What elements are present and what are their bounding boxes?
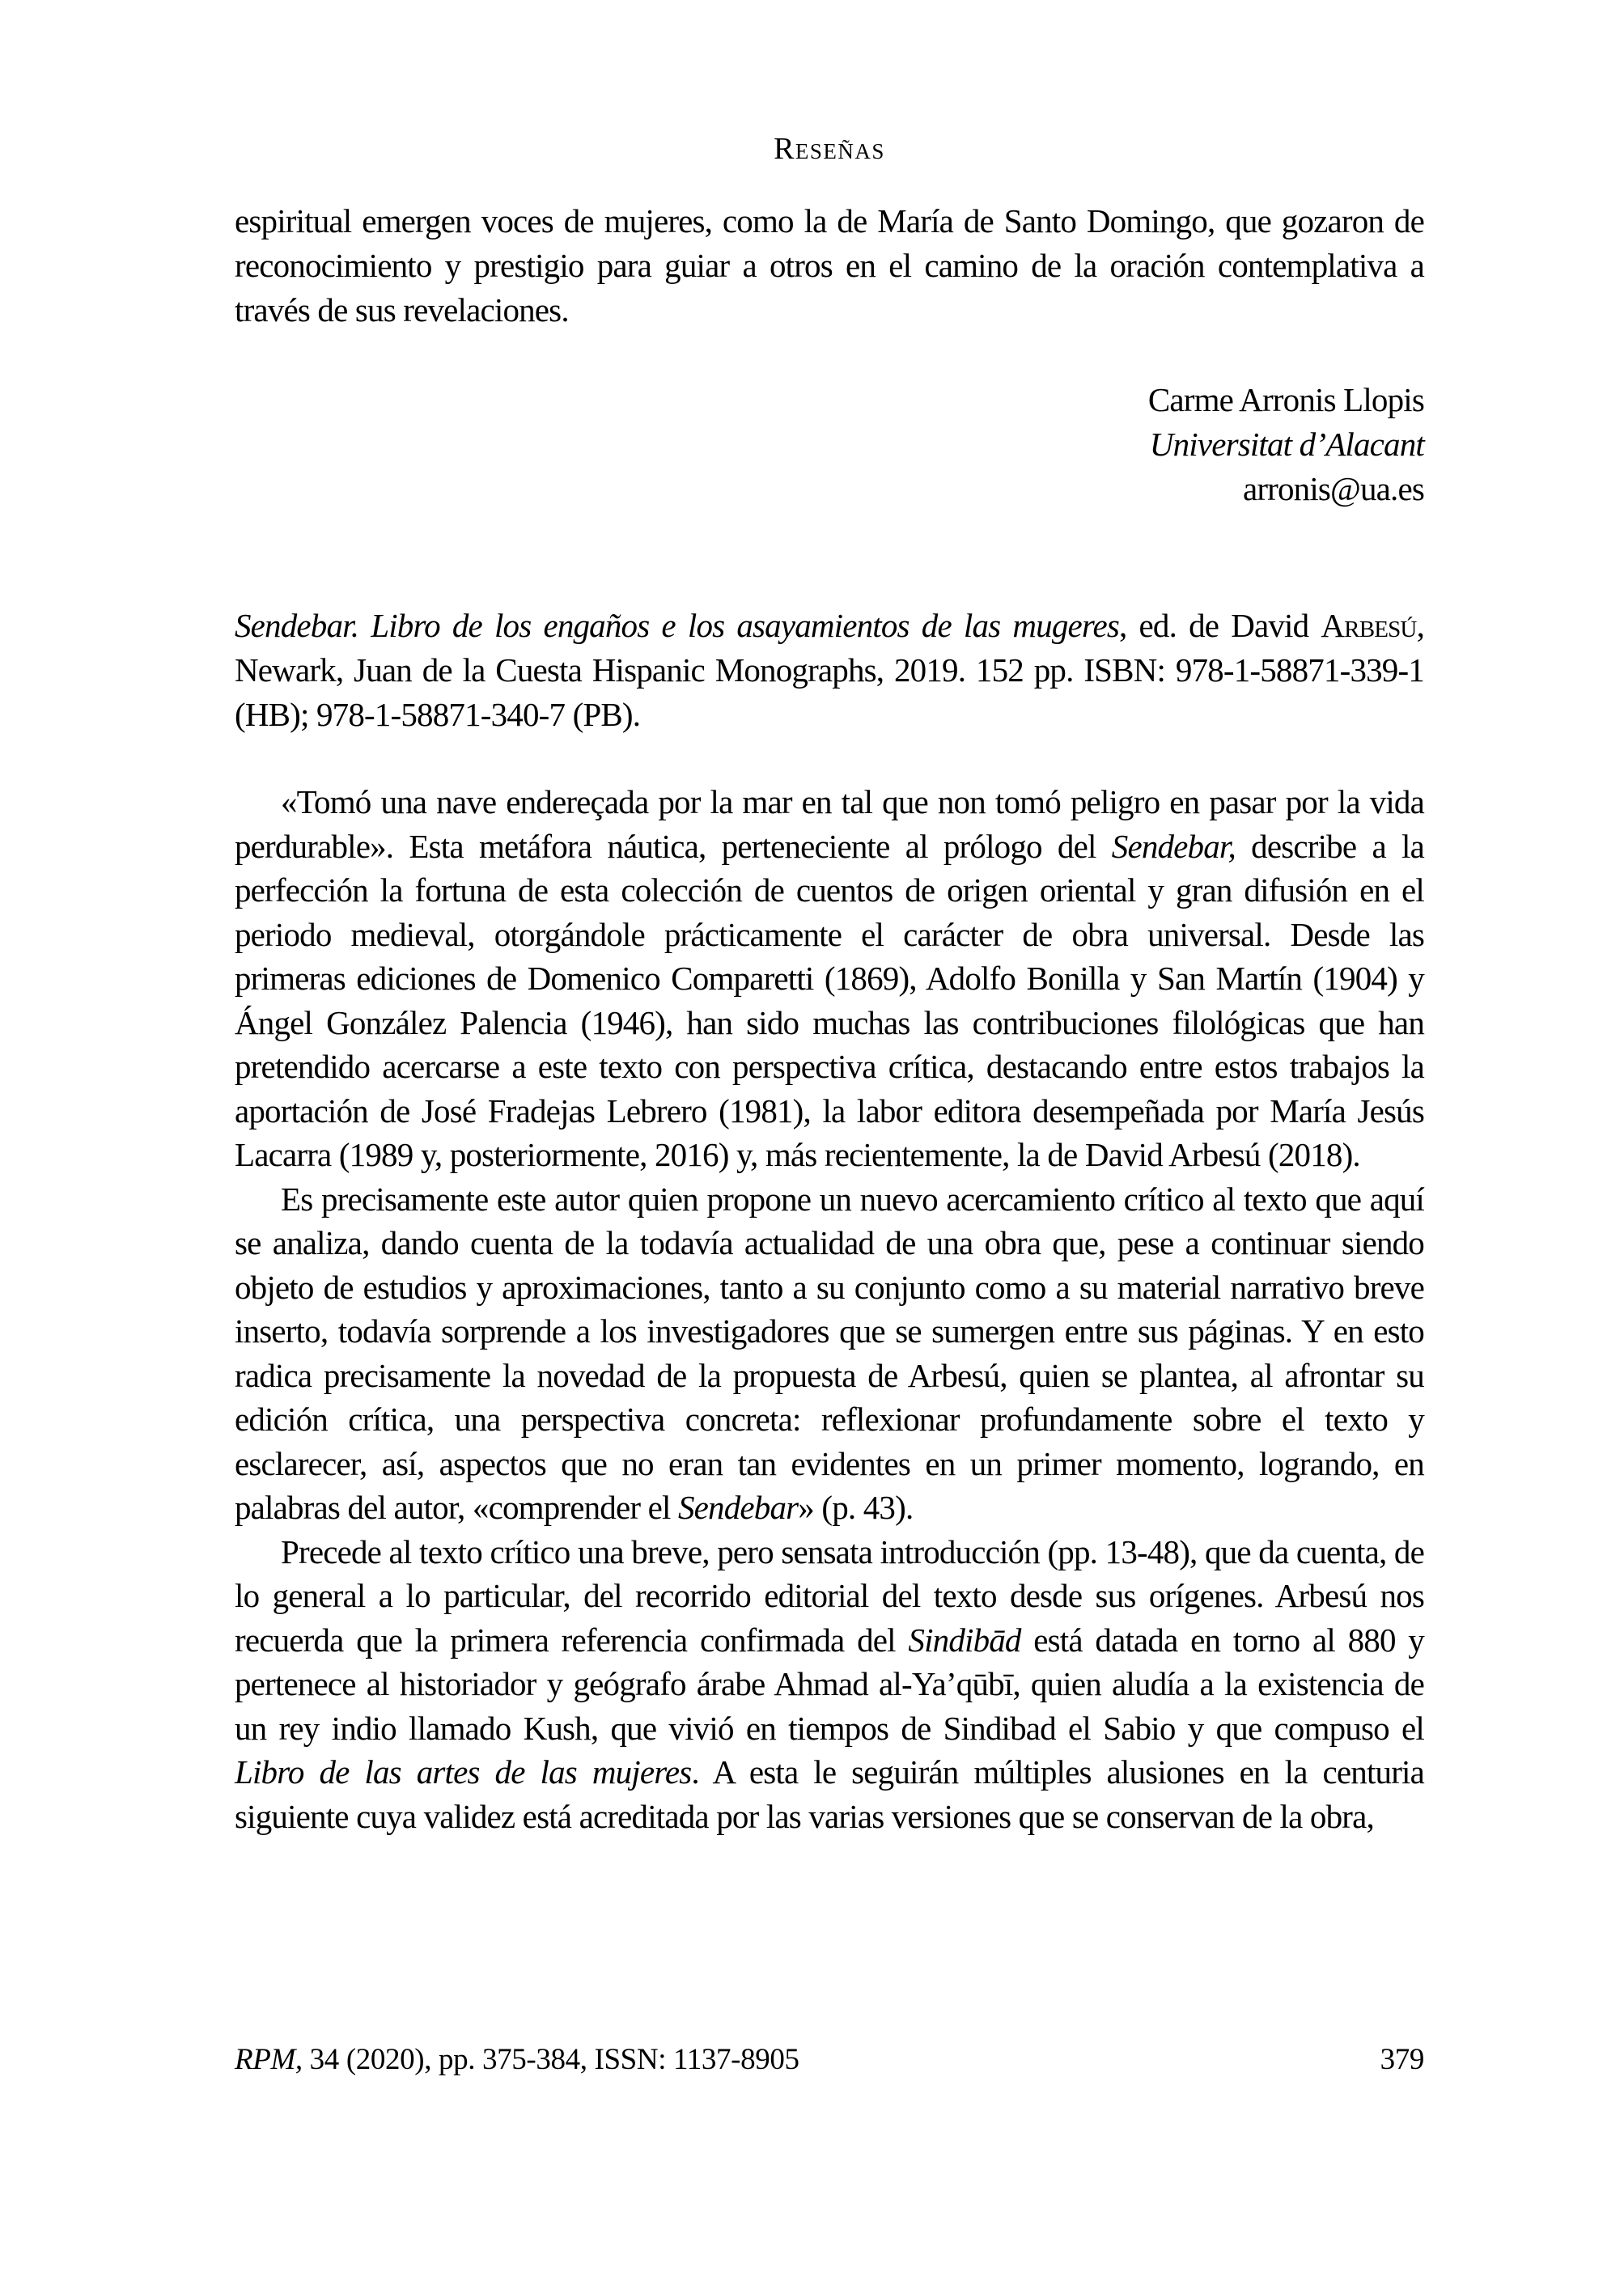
review-body <box>235 780 1424 1838</box>
text-run-roman: » (p. 43). <box>798 1489 914 1526</box>
journal-abbrev: RPM, <box>235 2043 303 2076</box>
text-run-roman: , Newark, Juan de la Cuesta Hispanic Monographs, 2019. 152 pp. ISBN: 978-1-58871-339-1 (HB); 978-1-58871-340-7 (PB). <box>235 607 1424 733</box>
page-footer <box>235 2041 1424 2078</box>
text-run-roman: Es precisamente este autor quien propone un nuevo acercamiento crítico al texto que aquí se analiza, dando cuenta de la todavía actualidad de una obra que, pese a continuar siendo objeto de estudios y aproximaciones, tanto a su conjunto como a su material narrativo breve inserto, todavía sorprende a los investigadores que se sumergen entre sus páginas. Y en esto radica precisamente la novedad de la propuesta de Arbesú, quien se plantea, al afrontar su edición crítica, una perspectiva concreta: reflexionar profundamente sobre el texto y esclarecer, así, aspectos que no eran tan evidentes en un primer momento, logrando, en palabras del autor, «comprender el <box>235 1180 1424 1526</box>
text-run-roman: describe a la perfección la fortuna de esta colección de cuentos de origen oriental y gran difusión en el periodo medieval, otorgándole prácticamente el carácter de obra universal. Desde las primeras ediciones de Domenico Comparetti (1869), Adolfo Bonilla y San Martín (1904) y Ángel González Palencia (1946), han sido muchas las contribuciones filológicas que han pretendido acercarse a este texto con perspectiva crítica, destacando entre estos trabajos la aportación de José Fradejas Lebrero (1981), la labor editora desempeñada por María Jesús Lacarra (1989 y, posteriormente, 2016) y, más recientemente, la de David Arbesú (2018). <box>235 827 1424 1173</box>
text-run-italic: Sindibād <box>908 1621 1021 1659</box>
page-header <box>235 130 1424 167</box>
text-run-roman: está datada en torno al 880 y pertenece al historiador y geógrafo árabe Ahmad al-Ya’qūbī, quien aludía a la existencia de un rey indio llamado Kush, que vivió en tiempos de Sindibad el Sabio y que compuso el <box>235 1621 1424 1747</box>
intro-continuation-paragraph: espiritual emergen voces de mujeres, como la de María de Santo Domingo, que gozaron de reconocimiento y prestigio para guiar a otros en el camino de la oración contemplativa a través de sus revelaciones. <box>235 202 1424 328</box>
text-run-italic: Sendebar. Libro de los engaños e los asayamientos de las mugeres <box>235 607 1120 644</box>
reviewer-signature <box>235 378 1424 511</box>
text-run-roman: , ed. de David <box>1119 607 1321 644</box>
text-run-italic: Sendebar <box>677 1489 799 1526</box>
reviewer-name: Carme Arronis Llopis <box>1147 381 1424 418</box>
text-run-italic: Libro de las artes de las mujeres <box>235 1753 692 1791</box>
body-paragraph <box>235 1530 1424 1839</box>
text-run-roman: . A esta le seguirán múltiples alusiones en la centuria siguiente cuya validez está acreditada por las varias versiones que se conservan de la obra, <box>235 1753 1424 1835</box>
journal-citation <box>235 2041 799 2078</box>
section-title: Reseñas <box>774 132 885 166</box>
page-number: 379 <box>1380 2043 1424 2076</box>
reviewer-affiliation: Universitat d’Alacant <box>1149 426 1424 463</box>
reviewer-email: arronis@ua.es <box>1242 470 1424 507</box>
body-paragraph <box>235 780 1424 1177</box>
text-run-smallcaps: Arbesú <box>1321 607 1417 644</box>
book-citation <box>235 604 1424 737</box>
text-run-italic: Sendebar, <box>1111 827 1236 865</box>
text-run-roman: «Tomó una nave endereçada por la mar en tal que non tomó peligro en pasar por la vida perdurable». Esta metáfora náutica, perteneciente al prólogo del <box>235 783 1424 865</box>
body-paragraph <box>235 1177 1424 1530</box>
text-run-roman: Precede al texto crítico una breve, pero sensata introducción (pp. 13-48), que da cuenta, de lo general a lo particular, del recorrido editorial del texto desde sus orígenes. Arbesú nos recuerda que la primera referencia confirmada del <box>235 1532 1424 1659</box>
issue-info: 34 (2020), pp. 375-384, ISSN: 1137-8905 <box>302 2043 799 2076</box>
